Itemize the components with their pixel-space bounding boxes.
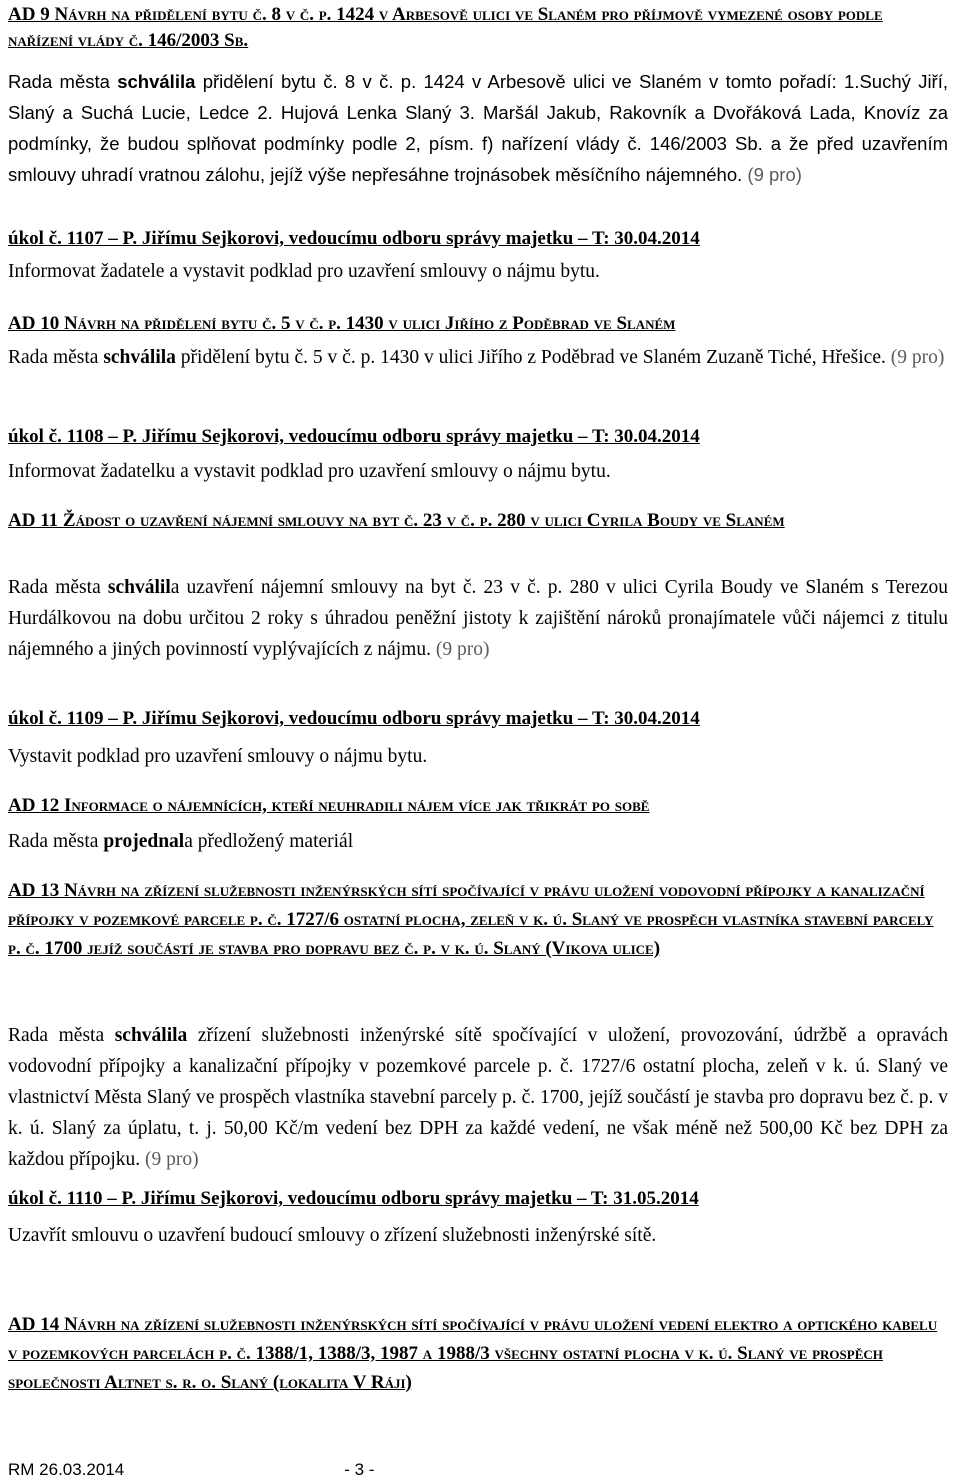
vote-count: (9 pro) [885,347,945,368]
resolution-ad11: Rada města schválila uzavření nájemní smlouvy na byt č. 23 v č. p. 280 v ulici Cyrila Boudy ve Slaném s Terezou Hurdálkovou na dobu určitou 2 roky s úhradou peněžní jistoty k zajištění nároků pronajímatele vůči nájemci z titulu nájemného a jiných povinností vyplývajících z nájmu. (9 pro) [8,577,948,660]
section-heading-ad10: AD 10 Návrh na přidělení bytu č. 5 v č. p. 1430 v ulici Jiřího z Poděbrad ve Slaném [8,313,676,334]
vote-count: (9 pro) [140,1149,199,1170]
page-footer [8,1460,374,1480]
task-line-1108: úkol č. 1108 – P. Jiřímu Sejkorovi, vedoucímu odboru správy majetku – T: 30.04.2014 [8,426,700,447]
task-text-1110: Uzavřít smlouvu o uzavření budoucí smlouvy o zřízení služebnosti inženýrské sítě. [8,1225,657,1246]
task-text-1108: Informovat žadatelku a vystavit podklad pro uzavření smlouvy o nájmu bytu. [8,461,611,482]
section-heading-ad9: AD 9 Návrh na přidělení bytu č. 8 v č. p. 1424 v Arbesově ulici ve Slaném pro příjmově vymezené osoby podle nařízení vlády č. 146/2003 Sb. [8,4,883,51]
section-heading-ad11: AD 11 Žádost o uzavření nájemní smlouvy na byt č. 23 v č. p. 280 v ulici Cyrila Boudy ve Slaném [8,510,785,531]
task-line-1109: úkol č. 1109 – P. Jiřímu Sejkorovi, vedoucímu odboru správy majetku – T: 30.04.2014 [8,708,700,729]
resolution-ad9: Rada města schválila přidělení bytu č. 8 v č. p. 1424 v Arbesově ulici ve Slaném v tomto pořadí: 1.Suchý Jiří, Slaný a Suchá Lucie, Ledce 2. Hujová Lenka Slaný 3. Maršál Jakub, Rakovník a Dvořáková Lada, Knovíz za podmínky, že budou splňovat podmínky podle 2, písm. f) nařízení vlády č. 146/2003 Sb. a že před uzavřením smlouvy uhradí vratnou zálohu, jejíž výše nepřesáhne trojnásobek měsíčního nájemného. (9 pro) [8,71,948,185]
resolution-verb: schválil [107,577,171,598]
resolution-verb: schválila [117,71,196,92]
vote-count: (9 pro) [742,164,802,185]
section-heading-ad13: AD 13 Návrh na zřízení služebnosti inženýrských sítí spočívající v právu uložení vodovodní přípojky a kanalizační přípojky v pozemkové parcele p. č. 1727/6 ostatní plocha, zeleň v k. ú. Slaný ve prospěch vlastníka stavební parcely p. č. 1700 jejíž součástí je stavba pro dopravu bez č. p. v k. ú. Slaný (Vikova ulice) [8,880,934,959]
task-line-1110: úkol č. 1110 – P. Jiřímu Sejkorovi, vedoucímu odboru správy majetku – T: 31.05.2014 [8,1188,699,1209]
footer-doc-ref: RM 26.03.2014 [8,1460,125,1479]
resolution-verb: schválila [114,1025,188,1046]
resolution-ad12: Rada města projednala předložený materiál [8,831,354,852]
resolution-ad10: Rada města schválila přidělení bytu č. 5 v č. p. 1430 v ulici Jiřího z Poděbrad ve Slaném Zuzaně Tiché, Hřešice. (9 pro) [8,347,945,368]
task-line-1107: úkol č. 1107 – P. Jiřímu Sejkorovi, vedoucímu odboru správy majetku – T: 30.04.2014 [8,228,700,249]
page-number: - 3 - [344,1460,375,1479]
task-text-1107: Informovat žadatele a vystavit podklad pro uzavření smlouvy o nájmu bytu. [8,261,600,282]
resolution-verb: projednal [103,831,185,852]
task-text-1109: Vystavit podklad pro uzavření smlouvy o nájmu bytu. [8,746,428,767]
section-heading-ad12: AD 12 Informace o nájemnících, kteří neuhradili nájem více jak třikrát po sobě [8,795,650,816]
section-heading-ad14: AD 14 Návrh na zřízení služebnosti inženýrských sítí spočívající v právu uložení vedení elektro a optického kabelu v pozemkových parcelách p. č. 1388/1, 1388/3, 1987 a 1988/3 všechny ostatní plocha v k. ú. Slaný ve prospěch společnosti Altnet s. r. o. Slaný (lokalita V Ráji) [8,1314,938,1393]
vote-count: (9 pro) [430,639,490,660]
resolution-ad13: Rada města schválila zřízení služebnosti inženýrské sítě spočívající v uložení, provozování, údržbě a opravách vodovodní přípojky a kanalizační přípojky v pozemkové parcele p. č. 1727/6 ostatní plocha, zeleň v k. ú. Slaný ve vlastnictví Města Slaný ve prospěch vlastníka stavební parcely p. č. 1700, jejíž součástí je stavba pro dopravu bez č. p. v k. ú. Slaný za úplatu, t. j. 50,00 Kč/m vedení bez DPH za každé vedení, ne však méně než 500,00 Kč bez DPH za každou přípojku. (9 pro) [8,1025,948,1170]
resolution-verb: schválila [103,347,176,368]
